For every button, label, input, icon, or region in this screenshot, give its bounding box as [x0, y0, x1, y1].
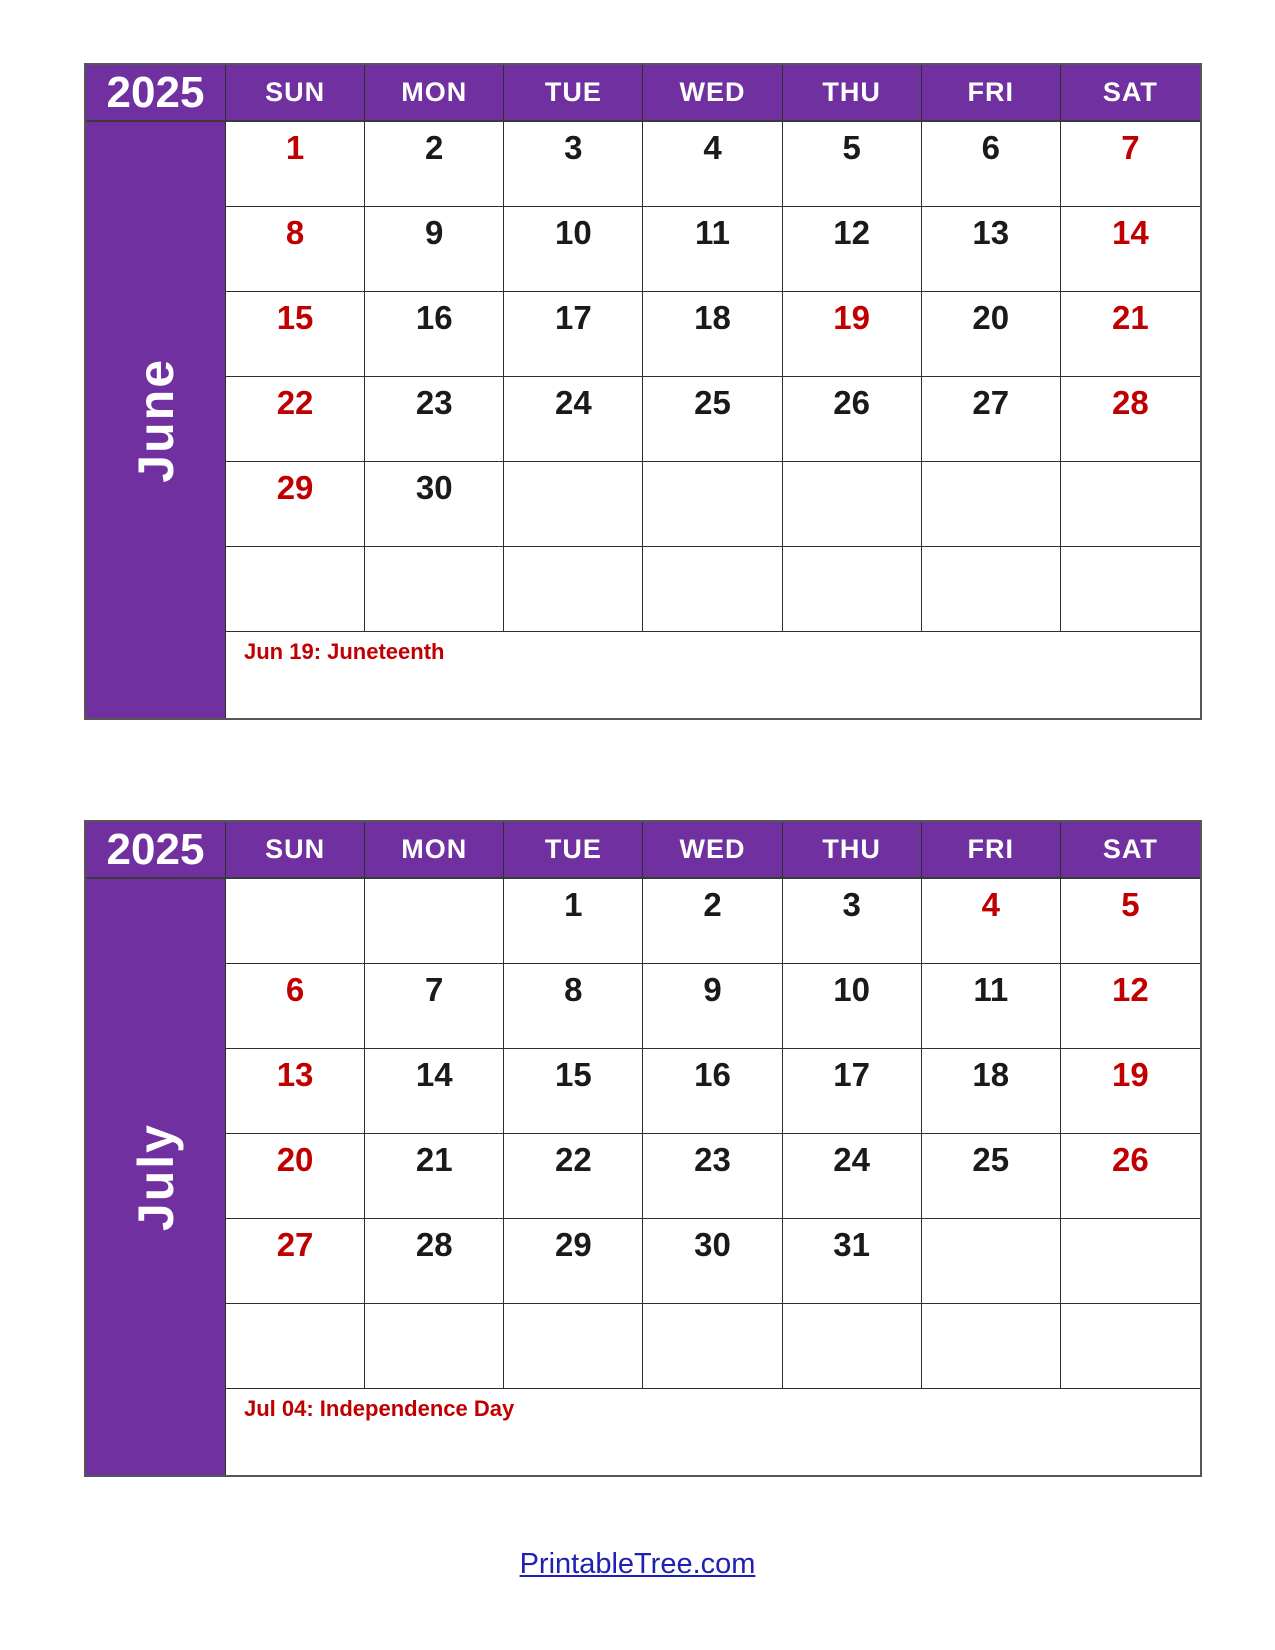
day-cell-empty [504, 547, 643, 632]
day-july-28: 28 [365, 1219, 504, 1304]
year-label: 2025 [86, 822, 226, 879]
day-june-7: 7 [1061, 122, 1200, 207]
day-header-mon: MON [365, 65, 504, 122]
day-header-fri: FRI [922, 65, 1061, 122]
day-july-26: 26 [1061, 1134, 1200, 1219]
day-june-2: 2 [365, 122, 504, 207]
day-june-6: 6 [922, 122, 1061, 207]
day-july-12: 12 [1061, 964, 1200, 1049]
day-header-sat: SAT [1061, 822, 1200, 879]
calendar-july [84, 820, 1202, 1477]
holiday-note: Jul 04: Independence Day [244, 1396, 515, 1421]
day-header-fri: FRI [922, 822, 1061, 879]
day-cell-empty [1061, 547, 1200, 632]
day-july-4: 4 [922, 879, 1061, 964]
day-header-tue: TUE [504, 822, 643, 879]
day-june-23: 23 [365, 377, 504, 462]
day-july-18: 18 [922, 1049, 1061, 1134]
day-cell-empty [783, 1304, 922, 1389]
day-june-29: 29 [226, 462, 365, 547]
day-july-21: 21 [365, 1134, 504, 1219]
day-cell-empty [783, 547, 922, 632]
day-cell-empty [922, 547, 1061, 632]
day-july-8: 8 [504, 964, 643, 1049]
day-cell-empty [226, 879, 365, 964]
day-june-26: 26 [783, 377, 922, 462]
day-cell-empty [643, 547, 782, 632]
footer-link[interactable]: PrintableTree.com [519, 1548, 756, 1580]
day-cell-empty [922, 1219, 1061, 1304]
day-june-19: 19 [783, 292, 922, 377]
day-header-mon: MON [365, 822, 504, 879]
month-label: June [127, 357, 184, 483]
day-header-sun: SUN [226, 65, 365, 122]
day-june-18: 18 [643, 292, 782, 377]
day-july-27: 27 [226, 1219, 365, 1304]
day-june-16: 16 [365, 292, 504, 377]
day-cell-empty [365, 547, 504, 632]
day-june-24: 24 [504, 377, 643, 462]
holiday-note: Jun 19: Juneteenth [244, 639, 445, 664]
day-cell-empty [504, 1304, 643, 1389]
day-july-19: 19 [1061, 1049, 1200, 1134]
day-june-15: 15 [226, 292, 365, 377]
day-june-27: 27 [922, 377, 1061, 462]
day-july-20: 20 [226, 1134, 365, 1219]
day-june-30: 30 [365, 462, 504, 547]
day-cell-empty [922, 462, 1061, 547]
day-july-13: 13 [226, 1049, 365, 1134]
day-june-9: 9 [365, 207, 504, 292]
day-july-17: 17 [783, 1049, 922, 1134]
day-june-20: 20 [922, 292, 1061, 377]
day-cell-empty [1061, 1304, 1200, 1389]
year-label: 2025 [86, 65, 226, 122]
day-july-11: 11 [922, 964, 1061, 1049]
day-cell-empty [365, 1304, 504, 1389]
day-july-7: 7 [365, 964, 504, 1049]
day-cell-empty [643, 1304, 782, 1389]
day-june-14: 14 [1061, 207, 1200, 292]
day-july-23: 23 [643, 1134, 782, 1219]
day-july-30: 30 [643, 1219, 782, 1304]
day-july-16: 16 [643, 1049, 782, 1134]
day-june-12: 12 [783, 207, 922, 292]
day-cell-empty [1061, 462, 1200, 547]
day-cell-empty [226, 547, 365, 632]
day-june-22: 22 [226, 377, 365, 462]
day-cell-empty [504, 462, 643, 547]
day-cell-empty [643, 462, 782, 547]
month-sidebar [86, 122, 226, 718]
day-june-17: 17 [504, 292, 643, 377]
day-july-22: 22 [504, 1134, 643, 1219]
day-june-28: 28 [1061, 377, 1200, 462]
day-june-10: 10 [504, 207, 643, 292]
day-july-3: 3 [783, 879, 922, 964]
day-july-29: 29 [504, 1219, 643, 1304]
day-cell-empty [922, 1304, 1061, 1389]
day-cell-empty [365, 879, 504, 964]
month-sidebar [86, 879, 226, 1475]
day-cell-empty [226, 1304, 365, 1389]
day-june-21: 21 [1061, 292, 1200, 377]
day-july-5: 5 [1061, 879, 1200, 964]
day-header-tue: TUE [504, 65, 643, 122]
day-cell-empty [783, 462, 922, 547]
calendar-june [84, 63, 1202, 720]
day-header-sun: SUN [226, 822, 365, 879]
day-july-15: 15 [504, 1049, 643, 1134]
month-label: July [127, 1122, 184, 1232]
day-june-4: 4 [643, 122, 782, 207]
day-july-6: 6 [226, 964, 365, 1049]
day-july-1: 1 [504, 879, 643, 964]
day-july-9: 9 [643, 964, 782, 1049]
day-july-31: 31 [783, 1219, 922, 1304]
day-june-13: 13 [922, 207, 1061, 292]
day-july-24: 24 [783, 1134, 922, 1219]
day-header-thu: THU [783, 822, 922, 879]
day-header-thu: THU [783, 65, 922, 122]
day-header-sat: SAT [1061, 65, 1200, 122]
day-june-25: 25 [643, 377, 782, 462]
day-june-1: 1 [226, 122, 365, 207]
day-june-8: 8 [226, 207, 365, 292]
day-header-wed: WED [643, 822, 782, 879]
day-header-wed: WED [643, 65, 782, 122]
day-july-10: 10 [783, 964, 922, 1049]
day-june-5: 5 [783, 122, 922, 207]
day-june-11: 11 [643, 207, 782, 292]
day-june-3: 3 [504, 122, 643, 207]
day-july-14: 14 [365, 1049, 504, 1134]
day-july-2: 2 [643, 879, 782, 964]
day-july-25: 25 [922, 1134, 1061, 1219]
day-cell-empty [1061, 1219, 1200, 1304]
